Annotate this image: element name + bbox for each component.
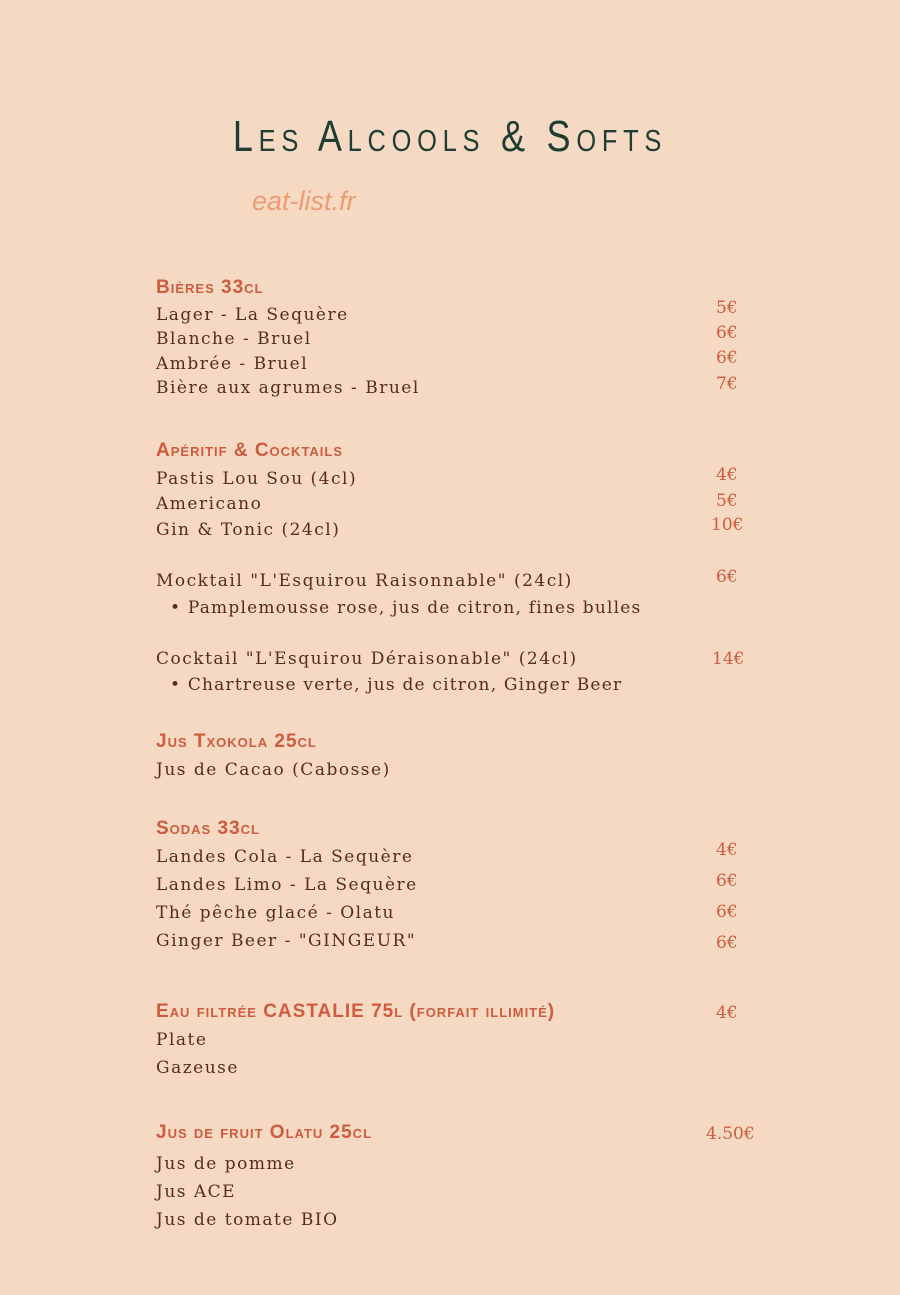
menu-item-price: 5€ [716, 298, 738, 318]
menu-item: Cocktail "L'Esquirou Déraisonable" (24cl) [156, 649, 578, 669]
menu-item: Lager - La Sequère [156, 305, 349, 325]
page-title: Les Alcools & Softs [232, 112, 668, 161]
menu-item: Americano [156, 494, 263, 514]
menu-item-price: 6€ [716, 323, 738, 343]
menu-item-price: 4€ [716, 840, 738, 860]
section-heading-sodas: Sodas 33cl [156, 818, 260, 839]
menu-item-price: 7€ [716, 374, 738, 394]
section-heading-txokola: Jus Txokola 25cl [156, 731, 317, 752]
menu-item: Landes Limo - La Sequère [156, 875, 418, 895]
menu-item-price: 10€ [711, 515, 744, 535]
menu-item: Thé pêche glacé - Olatu [156, 903, 396, 923]
section-heading-eau: Eau filtrée CASTALIE 75l (forfait illimité) [156, 1001, 556, 1022]
menu-item: Blanche - Bruel [156, 329, 312, 349]
menu-item-price: 14€ [712, 649, 745, 669]
section-heading-jus-fruit: Jus de fruit Olatu 25cl [156, 1122, 373, 1143]
menu-item-price: 6€ [716, 567, 738, 587]
section-price-eau: 4€ [716, 1003, 738, 1023]
section-heading-bieres: Bières 33cl [156, 277, 264, 298]
menu-item: Gin & Tonic (24cl) [156, 520, 341, 540]
menu-item-price: 6€ [716, 933, 738, 953]
menu-item-price: 4€ [716, 465, 738, 485]
menu-item-detail: • Pamplemousse rose, jus de citron, fines bulles [170, 598, 642, 618]
menu-item: Jus de tomate BIO [156, 1210, 339, 1230]
menu-item: Jus de pomme [156, 1154, 296, 1174]
menu-item: Mocktail "L'Esquirou Raisonnable" (24cl) [156, 571, 573, 591]
menu-item: Gazeuse [156, 1058, 239, 1078]
menu-item: Jus ACE [156, 1182, 237, 1202]
menu-item: Bière aux agrumes - Bruel [156, 378, 420, 398]
menu-item: Plate [156, 1030, 208, 1050]
menu-item: Landes Cola - La Sequère [156, 847, 414, 867]
menu-item-price: 6€ [716, 871, 738, 891]
menu-item: Pastis Lou Sou (4cl) [156, 469, 358, 489]
menu-item-detail: • Chartreuse verte, jus de citron, Ginger Beer [170, 675, 623, 695]
menu-item: Jus de Cacao (Cabosse) [156, 760, 391, 780]
menu-item-price: 6€ [716, 348, 738, 368]
menu-item: Ambrée - Bruel [156, 354, 309, 374]
menu-item: Ginger Beer - "GINGEUR" [156, 931, 417, 951]
menu-item-price: 6€ [716, 902, 738, 922]
section-heading-aperitif: Apéritif & Cocktails [156, 440, 344, 461]
menu-item-price: 5€ [716, 491, 738, 511]
section-price-jus-fruit: 4.50€ [706, 1124, 755, 1144]
watermark: eat-list.fr [252, 186, 356, 216]
